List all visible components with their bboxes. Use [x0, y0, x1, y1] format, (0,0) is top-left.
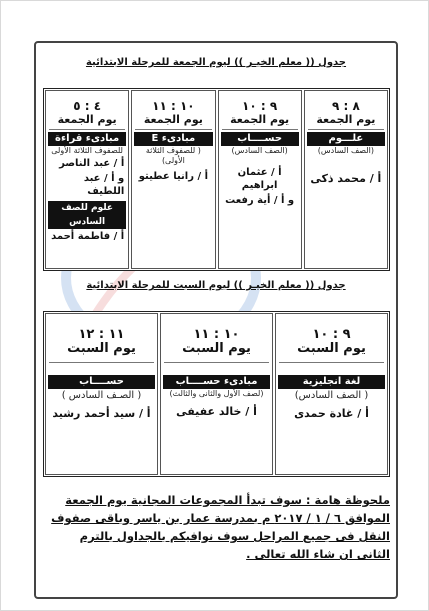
friday-slot-4: [45, 90, 129, 269]
saturday-schedule-table: [43, 311, 390, 477]
slot-day: يوم السبت: [297, 341, 366, 356]
saturday-table-title: جدول (( معلم الخيـر )) ليوم السبت للمرحلة الابتدائية: [86, 280, 346, 291]
grade-note: للصفوف الثلاثة الأولى: [51, 146, 123, 155]
grade-note: ( للصفوف الثلاثة الأولى): [145, 146, 201, 165]
subject-label: لغة انجليزية: [278, 375, 385, 389]
grade-note: (الصف السادس): [317, 146, 374, 155]
subject-label: مبادىء حســــاب: [163, 375, 270, 389]
slot-day: يوم السبت: [182, 341, 251, 356]
teacher-name: أ / محمد ذكى: [310, 172, 382, 185]
teacher-name: أ / فاطمة أحمد: [51, 231, 125, 242]
subject-label: علـــوم: [307, 132, 385, 146]
subject-label: حســــاب: [221, 132, 299, 146]
friday-slot-1: [304, 90, 388, 269]
grade-note: ( الصف السادس): [294, 390, 369, 401]
teacher-name: أ / سيد أحمد رشيد: [52, 407, 151, 420]
teacher-name: أ / غادة حمدى: [294, 407, 369, 420]
slot-time: ٨ : ٩: [331, 99, 360, 113]
saturday-slot-2: [160, 313, 273, 475]
slot-day: يوم الجمعة: [143, 113, 203, 126]
teacher-name: أ / خالد عفيفى: [176, 405, 257, 418]
subject-label: مبادىء قراءة: [48, 132, 126, 146]
slot-time: ٩ : ١٠: [312, 327, 351, 342]
friday-table-title: جدول (( معلم الخيـر )) ليوم الجمعة للمرحلة الابتدائية: [85, 57, 347, 68]
teacher-name: و أ / أية رفعت: [225, 195, 295, 206]
important-notice: ملحوظة هامة : سوف تبدأ المجموعات المجانية يوم الجمعة الموافق ٦ / ١ / ٢٠١٧ م بمدرسة عمار بن ياسر وباقى صفوف النقل فى جميع المراحل سوف نوافيكم بالجداول بالترم الثانى ان شاء الله تعالى .: [51, 493, 390, 561]
friday-slot-2: [218, 90, 302, 269]
slot-day: يوم الجمعة: [57, 113, 117, 126]
saturday-slot-1: [275, 313, 388, 475]
grade-note: (لصف الأول والثانى والثالث): [169, 389, 264, 398]
grade-note: (الصف السادس): [231, 146, 288, 155]
outer-frame: [34, 41, 398, 599]
subject-label: حســــاب: [48, 375, 155, 389]
slot-time: ١٠ : ١١: [152, 99, 195, 113]
friday-schedule-table: [43, 88, 390, 271]
subject-label-secondary: علوم للصف السادس: [48, 201, 126, 229]
teacher-name: أ / رانيا عطيتو: [138, 171, 209, 182]
teacher-name: أ / عثمان ابراهيم: [237, 167, 282, 191]
teacher-name: أ / عبد الناصر: [59, 158, 125, 169]
slot-time: ١١ : ١٢: [78, 327, 125, 342]
teacher-name: و أ / عبد اللطيف: [83, 173, 125, 197]
grade-note: ( الصـف السادس ): [61, 390, 142, 401]
slot-time: ١٠ : ١١: [193, 327, 240, 342]
subject-label: مبادىء E: [134, 132, 212, 146]
slot-day: يوم الجمعة: [316, 113, 376, 126]
slot-time: ٤ : ٥: [73, 99, 102, 113]
saturday-slot-3: [45, 313, 158, 475]
slot-day: يوم الجمعة: [230, 113, 290, 126]
slot-time: ٩ : ١٠: [242, 99, 278, 113]
slot-day: يوم السبت: [67, 341, 136, 356]
friday-slot-3: [131, 90, 215, 269]
